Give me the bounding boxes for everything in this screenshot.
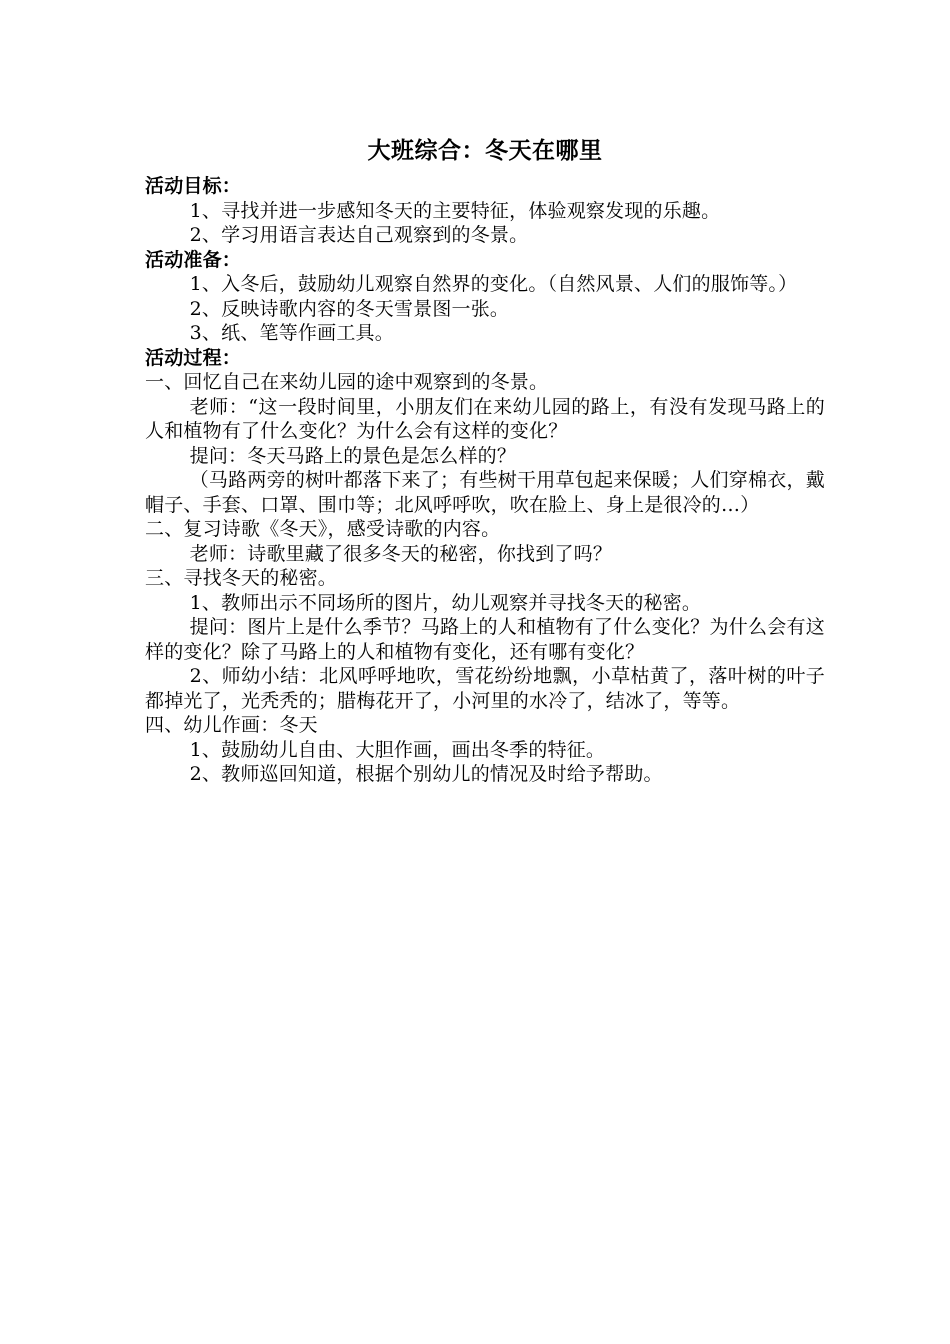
document-title: 大班综合：冬天在哪里	[367, 138, 603, 164]
process-step-1-title: 一、回忆自己在来幼儿园的途中观察到的冬景。	[145, 371, 549, 393]
process-step-1-para-2: 提问：冬天马路上的景色是怎么样的？	[189, 444, 517, 467]
document-body	[145, 136, 825, 787]
process-step-1-para-3: （马路两旁的树叶都落下来了；有些树干用草包起来保暖；人们穿棉衣，戴帽子、手套、口罩、围巾等；北风呼呼吹，吹在脸上、身上是很冷的…）	[145, 469, 825, 516]
preparation-item-1: 1、入冬后，鼓励幼儿观察自然界的变化。（自然风景、人们的服饰等。）	[189, 273, 798, 295]
process-step-3-para-2: 提问：图片上是什么季节？马路上的人和植物有了什么变化？为什么会有这样的变化？除了马路上的人和植物有变化，还有哪有变化？	[145, 616, 825, 663]
section-heading-goals: 活动目标：	[145, 175, 242, 197]
section-heading-preparation: 活动准备：	[145, 248, 242, 271]
process-step-3-para-1: 1、教师出示不同场所的图片，幼儿观察并寻找冬天的秘密。	[189, 591, 702, 614]
section-process	[145, 346, 825, 787]
process-step-4-title: 四、幼儿作画：冬天	[145, 714, 318, 736]
process-step-4-para-1: 1、鼓励幼儿自由、大胆作画，画出冬季的特征。	[189, 738, 606, 761]
process-step-3-para-3: 2、师幼小结：北风呼呼地吹，雪花纷纷地飘，小草枯黄了，落叶树的叶子都掉光了，光秃秃的；腊梅花开了，小河里的水冷了，结冰了，等等。	[145, 665, 825, 712]
process-step-3-title: 三、寻找冬天的秘密。	[145, 567, 338, 589]
goal-item-1: 1、寻找并进一步感知冬天的主要特征，体验观察发现的乐趣。	[189, 199, 721, 222]
section-goals	[145, 174, 825, 248]
section-heading-process: 活动过程：	[145, 346, 242, 369]
goal-item-2: 2、学习用语言表达自己观察到的冬景。	[189, 224, 529, 246]
process-step-2-para-1: 老师：诗歌里藏了很多冬天的秘密，你找到了吗？	[189, 542, 613, 565]
preparation-item-3: 3、纸、笔等作画工具。	[189, 322, 394, 344]
process-step-1-para-1: 老师：“这一段时间里，小朋友们在来幼儿园的路上，有没有发现马路上的人和植物有了什么变化？为什么会有这样的变化？	[145, 395, 825, 442]
process-step-2-title: 二、复习诗歌《冬天》，感受诗歌的内容。	[145, 518, 501, 540]
process-step-4-para-2: 2、教师巡回知道，根据个别幼儿的情况及时给予帮助。	[189, 763, 663, 785]
preparation-item-2: 2、反映诗歌内容的冬天雪景图一张。	[189, 297, 510, 320]
section-preparation	[145, 248, 825, 346]
